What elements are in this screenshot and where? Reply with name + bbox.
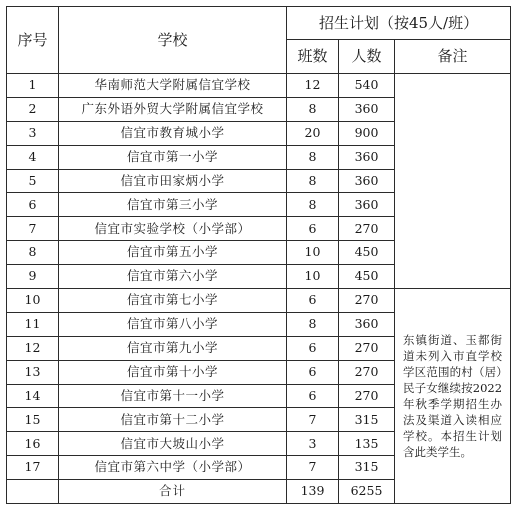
header-plan: 招生计划（按45人/班） bbox=[287, 7, 511, 40]
classes-cell: 3 bbox=[287, 432, 339, 456]
school-cell: 华南师范大学附属信宜学校 bbox=[59, 74, 287, 98]
school-cell: 信宜市第五小学 bbox=[59, 241, 287, 265]
people-cell: 270 bbox=[339, 289, 395, 313]
school-cell: 信宜市大坡山小学 bbox=[59, 432, 287, 456]
people-cell: 450 bbox=[339, 265, 395, 289]
classes-cell: 8 bbox=[287, 312, 339, 336]
total-label: 合计 bbox=[59, 480, 287, 504]
classes-cell: 8 bbox=[287, 145, 339, 169]
people-cell: 360 bbox=[339, 169, 395, 193]
classes-cell: 6 bbox=[287, 289, 339, 313]
seq-cell: 6 bbox=[7, 193, 59, 217]
seq-cell: 4 bbox=[7, 145, 59, 169]
school-cell: 信宜市第九小学 bbox=[59, 336, 287, 360]
school-cell: 信宜市第六中学（小学部） bbox=[59, 456, 287, 480]
remark-note: 东镇街道、玉都街道未列入市直学校学区范围的村（居）民子女继续按2022年秋季学期招生办法及渠道入读相应学校。本招生计划含此类学生。 bbox=[395, 289, 511, 504]
school-cell: 信宜市第十小学 bbox=[59, 360, 287, 384]
seq-cell: 12 bbox=[7, 336, 59, 360]
seq-cell: 11 bbox=[7, 312, 59, 336]
people-cell: 270 bbox=[339, 217, 395, 241]
header-seq: 序号 bbox=[7, 7, 59, 74]
classes-cell: 6 bbox=[287, 217, 339, 241]
table-row bbox=[7, 74, 511, 98]
classes-cell: 7 bbox=[287, 456, 339, 480]
people-cell: 360 bbox=[339, 193, 395, 217]
school-cell: 信宜市第三小学 bbox=[59, 193, 287, 217]
total-classes: 139 bbox=[287, 480, 339, 504]
classes-cell: 6 bbox=[287, 336, 339, 360]
classes-cell: 8 bbox=[287, 193, 339, 217]
people-cell: 450 bbox=[339, 241, 395, 265]
people-cell: 270 bbox=[339, 360, 395, 384]
people-cell: 360 bbox=[339, 145, 395, 169]
people-cell: 360 bbox=[339, 312, 395, 336]
seq-cell: 1 bbox=[7, 74, 59, 98]
total-seq-cell bbox=[7, 480, 59, 504]
classes-cell: 10 bbox=[287, 241, 339, 265]
classes-cell: 12 bbox=[287, 74, 339, 98]
header-row-1 bbox=[7, 7, 511, 40]
classes-cell: 20 bbox=[287, 121, 339, 145]
enrollment-plan-table bbox=[6, 6, 511, 504]
classes-cell: 6 bbox=[287, 360, 339, 384]
people-cell: 360 bbox=[339, 97, 395, 121]
header-remark: 备注 bbox=[395, 40, 511, 74]
classes-cell: 8 bbox=[287, 97, 339, 121]
classes-cell: 8 bbox=[287, 169, 339, 193]
seq-cell: 16 bbox=[7, 432, 59, 456]
school-cell: 信宜市田家炳小学 bbox=[59, 169, 287, 193]
seq-cell: 7 bbox=[7, 217, 59, 241]
people-cell: 315 bbox=[339, 456, 395, 480]
seq-cell: 13 bbox=[7, 360, 59, 384]
school-cell: 信宜市教育城小学 bbox=[59, 121, 287, 145]
people-cell: 270 bbox=[339, 336, 395, 360]
seq-cell: 10 bbox=[7, 289, 59, 313]
classes-cell: 10 bbox=[287, 265, 339, 289]
total-people: 6255 bbox=[339, 480, 395, 504]
header-classes: 班数 bbox=[287, 40, 339, 74]
school-cell: 信宜市第一小学 bbox=[59, 145, 287, 169]
header-people: 人数 bbox=[339, 40, 395, 74]
people-cell: 900 bbox=[339, 121, 395, 145]
school-cell: 信宜市第十一小学 bbox=[59, 384, 287, 408]
seq-cell: 8 bbox=[7, 241, 59, 265]
people-cell: 135 bbox=[339, 432, 395, 456]
people-cell: 270 bbox=[339, 384, 395, 408]
seq-cell: 3 bbox=[7, 121, 59, 145]
seq-cell: 15 bbox=[7, 408, 59, 432]
classes-cell: 6 bbox=[287, 384, 339, 408]
remark-cell bbox=[395, 74, 511, 289]
seq-cell: 17 bbox=[7, 456, 59, 480]
seq-cell: 5 bbox=[7, 169, 59, 193]
seq-cell: 2 bbox=[7, 97, 59, 121]
seq-cell: 9 bbox=[7, 265, 59, 289]
table-row bbox=[7, 289, 511, 313]
school-cell: 信宜市实验学校（小学部） bbox=[59, 217, 287, 241]
classes-cell: 7 bbox=[287, 408, 339, 432]
school-cell: 信宜市第七小学 bbox=[59, 289, 287, 313]
header-school: 学校 bbox=[59, 7, 287, 74]
school-cell: 信宜市第八小学 bbox=[59, 312, 287, 336]
people-cell: 315 bbox=[339, 408, 395, 432]
school-cell: 信宜市第十二小学 bbox=[59, 408, 287, 432]
school-cell: 广东外语外贸大学附属信宜学校 bbox=[59, 97, 287, 121]
seq-cell: 14 bbox=[7, 384, 59, 408]
people-cell: 540 bbox=[339, 74, 395, 98]
school-cell: 信宜市第六小学 bbox=[59, 265, 287, 289]
